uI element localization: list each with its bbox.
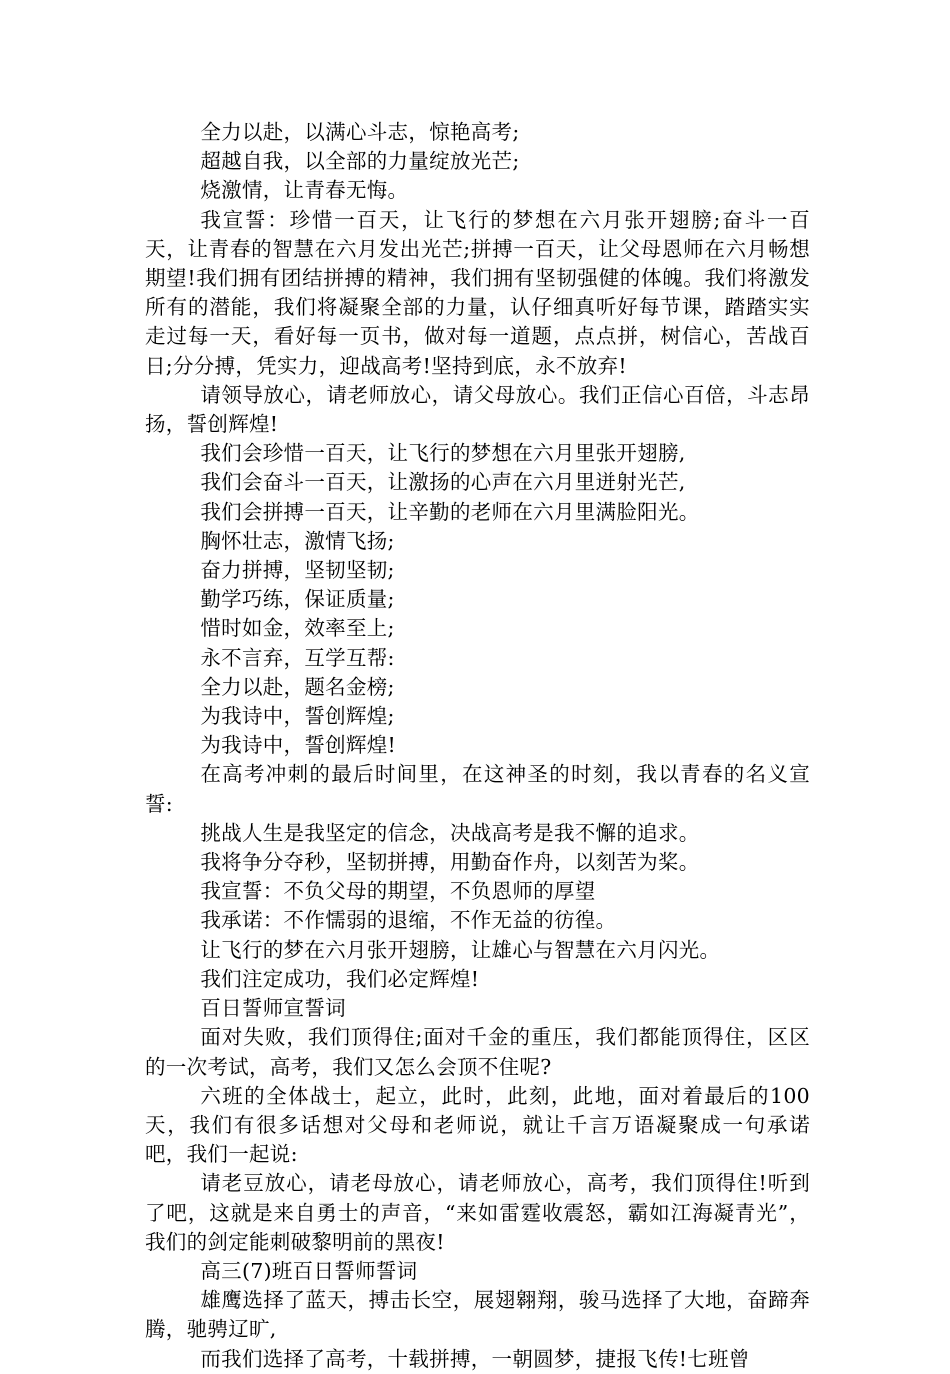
- paragraph: 为我诗中，誓创辉煌!: [200, 733, 397, 758]
- paragraph: 超越自我，以全部的力量绽放光芒;: [200, 149, 520, 174]
- paragraph: 请老豆放心，请老母放心，请老师放心，高考，我们顶得住!听到了吧，这就是来自勇士的声音，“来如雷霆收震怒，霸如江海凝青光”，我们的剑定能刺破黎明前的黑夜!: [145, 1171, 810, 1254]
- paragraph: 我宣誓：不负父母的期望，不负恩师的厚望: [200, 879, 596, 904]
- section-heading: 百日誓师宣誓词: [200, 996, 346, 1021]
- paragraph: 我宣誓：珍惜一百天，让飞行的梦想在六月张开翅膀;奋斗一百天，让青春的智慧在六月发出光芒;拼搏一百天，让父母恩师在六月畅想期望!我们拥有团结拼搏的精神，我们拥有坚韧强健的体魄。我们将激发所有的潜能，我们将凝聚全部的力量，认仔细真听好每节课，踏踏实实走过每一天，看好每一页书，做对每一道题，点点拼，树信心，苦战百日;分分搏，凭实力，迎战高考!坚持到底，永不放弃!: [145, 207, 810, 378]
- paragraph: 在高考冲刺的最后时间里，在这神圣的时刻，我以青春的名义宣誓:: [145, 762, 810, 816]
- paragraph: 我们会珍惜一百天，让飞行的梦想在六月里张开翅膀,: [200, 441, 686, 466]
- paragraph: 六班的全体战士，起立，此时，此刻，此地，面对着最后的100天，我们有很多话想对父母和老师说，就让千言万语凝聚成一句承诺吧，我们一起说:: [145, 1083, 810, 1167]
- paragraph: 我们会奋斗一百天，让激扬的心声在六月里迸射光芒,: [200, 470, 686, 495]
- paragraph: 烧激情，让青春无悔。: [200, 178, 409, 203]
- paragraph: 为我诗中，誓创辉煌;: [200, 704, 395, 729]
- paragraph: 永不言弃，互学互帮:: [200, 645, 395, 670]
- paragraph: 我承诺：不作懦弱的退缩，不作无益的彷徨。: [200, 908, 617, 933]
- paragraph: 我们会拼搏一百天，让辛勤的老师在六月里满脸阳光。: [200, 499, 700, 524]
- paragraph: 惜时如金，效率至上;: [200, 616, 395, 641]
- paragraph: 请领导放心，请老师放心，请父母放心。我们正信心百倍，斗志昂扬，誓创辉煌!: [145, 382, 810, 437]
- paragraph: 全力以赴，以满心斗志，惊艳高考;: [200, 120, 520, 144]
- paragraph: 让飞行的梦在六月张开翅膀，让雄心与智慧在六月闪光。: [200, 937, 721, 962]
- paragraph: 面对失败，我们顶得住;面对千金的重压，我们都能顶得住，区区的一次考试，高考，我们又怎么会顶不住呢?: [145, 1025, 810, 1079]
- paragraph: 挑战人生是我坚定的信念，决战高考是我不懈的追求。: [200, 820, 700, 845]
- document-page: [145, 118, 810, 1374]
- paragraph: 奋力拼搏，坚韧坚韧;: [200, 558, 395, 583]
- paragraph: 我将争分夺秒，坚韧拼搏，用勤奋作舟，以刻苦为桨。: [200, 850, 700, 875]
- paragraph: 而我们选择了高考，十载拼搏，一朝圆梦，捷报飞传!七班曾: [200, 1346, 750, 1371]
- paragraph: 胸怀壮志，激情飞扬;: [200, 528, 395, 553]
- paragraph: 雄鹰选择了蓝天，搏击长空，展翅翱翔，骏马选择了大地，奋蹄奔腾，驰骋辽旷,: [145, 1288, 810, 1342]
- paragraph: 我们注定成功，我们必定辉煌!: [200, 966, 480, 991]
- paragraph: 勤学巧练，保证质量;: [200, 587, 395, 612]
- paragraph: 全力以赴，题名金榜;: [200, 674, 395, 699]
- section-heading: 高三(7)班百日誓师誓词: [200, 1258, 418, 1283]
